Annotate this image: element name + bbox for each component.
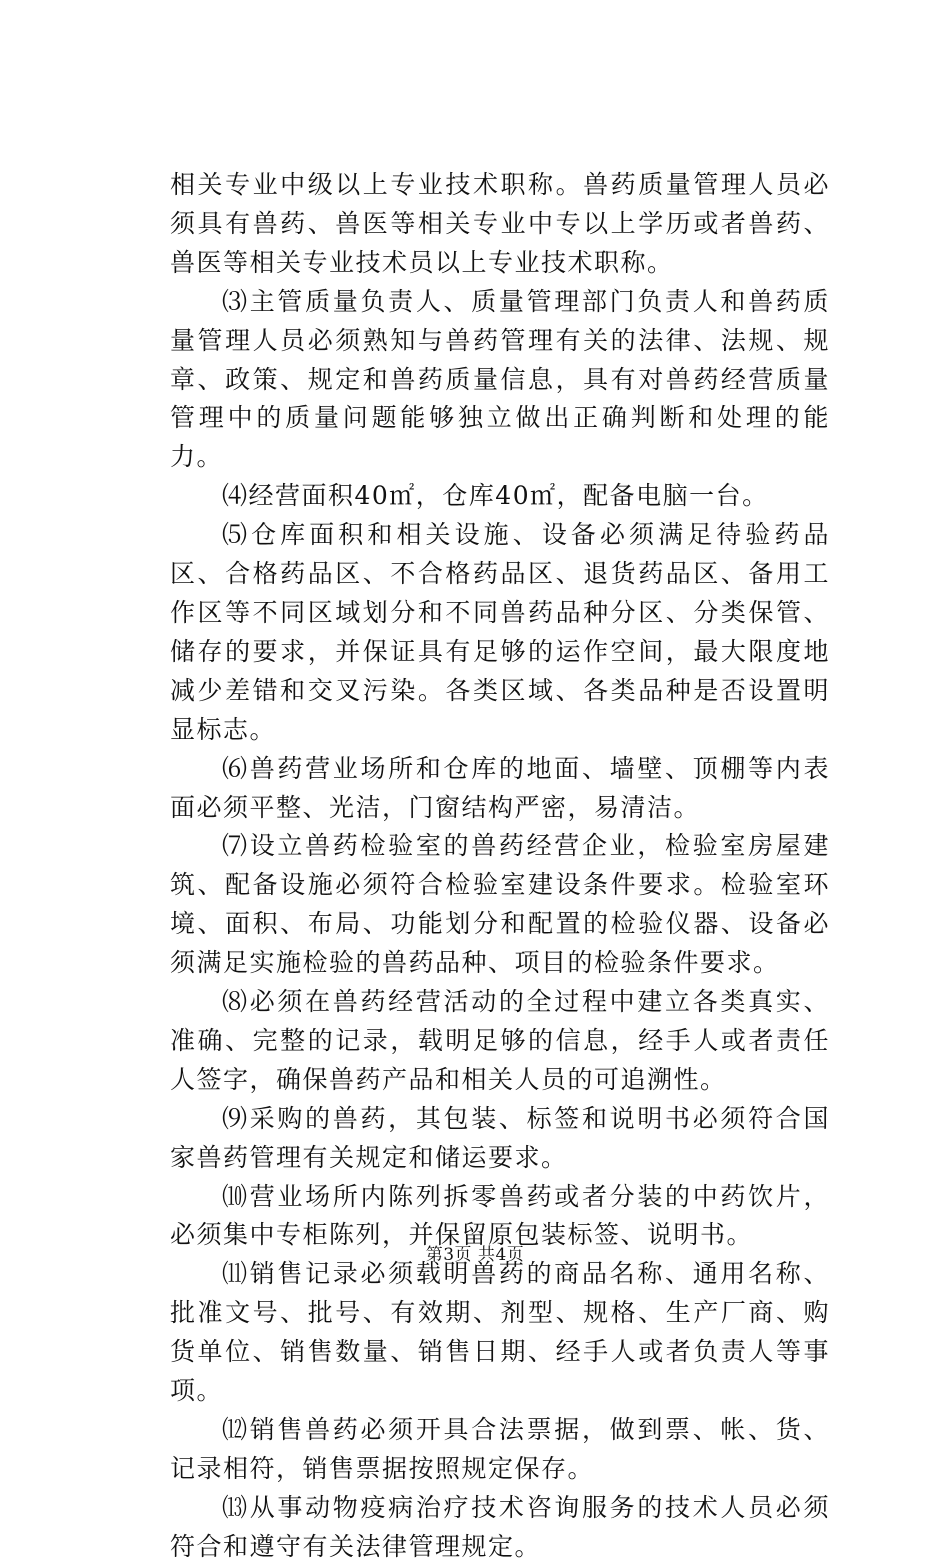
page-footer	[0, 1244, 950, 1266]
page-number-label: 第3页 共4页	[425, 1245, 525, 1265]
paragraph-item-10: ⑽营业场所内陈列拆零兽药或者分装的中药饮片，必须集中专柜陈列，并保留原包装标签、说明书。	[170, 1181, 830, 1250]
paragraph-item-13: ⒀从事动物疫病治疗技术咨询服务的技术人员必须符合和遵守有关法律管理规定。	[170, 1492, 830, 1561]
paragraph-item-8: ⑻必须在兽药经营活动的全过程中建立各类真实、准确、完整的记录，载明足够的信息，经手人或者责任人签字，确保兽药产品和相关人员的可追溯性。	[170, 987, 830, 1094]
paragraph-item-4: ⑷经营面积40㎡，仓库40㎡，配备电脑一台。	[222, 481, 769, 511]
document-body	[170, 166, 830, 1567]
paragraph-continued: 相关专业中级以上专业技术职称。兽药质量管理人员必须具有兽药、兽医等相关专业中专以上学历或者兽药、兽医等相关专业技术员以上专业技术职称。	[170, 170, 830, 277]
paragraph-item-12: ⑿销售兽药必须开具合法票据，做到票、帐、货、记录相符，销售票据按照规定保存。	[170, 1415, 830, 1483]
paragraph-item-11: ⑾销售记录必须载明兽药的商品名称、通用名称、批准文号、批号、有效期、剂型、规格、生产厂商、购货单位、销售数量、销售日期、经手人或者负责人等事项。	[170, 1259, 830, 1406]
paragraph-item-3: ⑶主管质量负责人、质量管理部门负责人和兽药质量管理人员必须熟知与兽药管理有关的法律、法规、规章、政策、规定和兽药质量信息，具有对兽药经营质量管理中的质量问题能够独立做出正确判断和处理的能力。	[170, 286, 830, 472]
paragraph-item-6: ⑹兽药营业场所和仓库的地面、墙壁、顶棚等内表面必须平整、光洁，门窗结构严密，易清洁。	[170, 753, 830, 822]
paragraph-item-9: ⑼采购的兽药，其包装、标签和说明书必须符合国家兽药管理有关规定和储运要求。	[170, 1103, 830, 1172]
paragraph-item-5: ⑸仓库面积和相关设施、设备必须满足待验药品区、合格药品区、不合格药品区、退货药品区、备用工作区等不同区域划分和不同兽药品种分区、分类保管、储存的要求，并保证具有足够的运作空间，最大限度地减少差错和交叉污染。各类区域、各类品种是否设置明显标志。	[170, 520, 830, 744]
paragraph-item-7: ⑺设立兽药检验室的兽药经营企业，检验室房屋建筑、配备设施必须符合检验室建设条件要求。检验室环境、面积、布局、功能划分和配置的检验仪器、设备必须满足实施检验的兽药品种、项目的检验条件要求。	[170, 831, 830, 978]
